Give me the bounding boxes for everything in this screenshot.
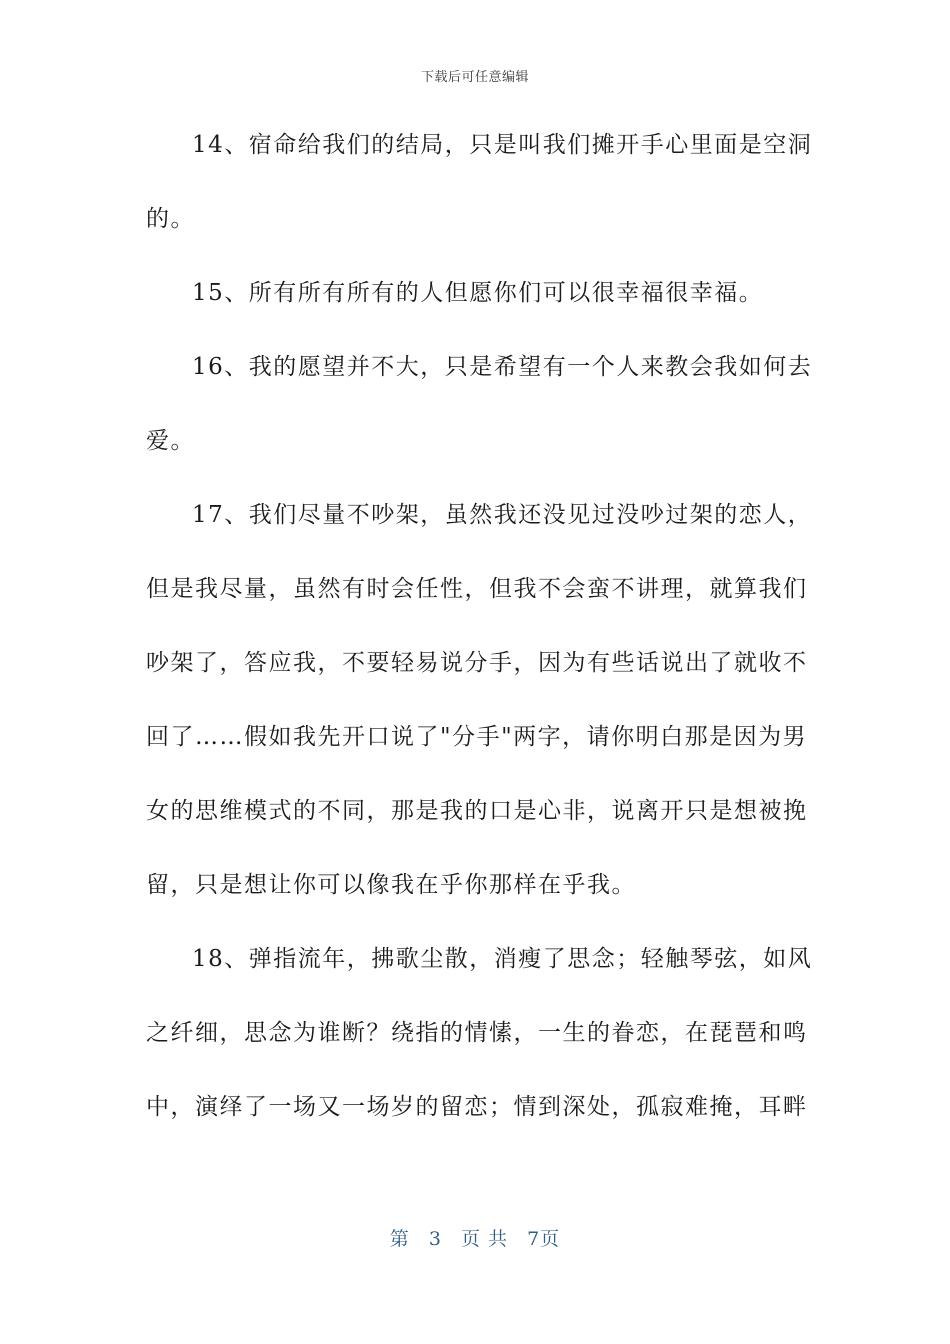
text-line: 回了……假如我先开口说了"分手"两字，请你明白那是因为男	[146, 724, 808, 750]
text-line: 吵架了，答应我，不要轻易说分手，因为有些话说出了就收不	[146, 650, 808, 676]
text-line: 留，只是想让你可以像我在乎你那样在乎我。	[146, 872, 636, 898]
text-line: 17、我们尽量不吵架，虽然我还没见过没吵过架的恋人，	[192, 502, 813, 528]
page-total: 7页	[527, 1228, 561, 1250]
page-number: 3	[428, 1228, 442, 1250]
text-line: 中，演绎了一场又一场岁的留恋；情到深处，孤寂难掩，耳畔	[146, 1094, 808, 1120]
text-line: 14、宿命给我们的结局，只是叫我们摊开手心里面是空洞	[192, 132, 813, 158]
footer-prefix: 第	[389, 1228, 410, 1250]
text-line: 女的思维模式的不同，那是我的口是心非，说离开只是想被挽	[146, 798, 808, 824]
footer-middle: 页 共	[461, 1228, 509, 1250]
document-body	[146, 118, 813, 1154]
text-line: 爱。	[146, 428, 195, 454]
page-header: 下载后可任意编辑	[420, 70, 529, 85]
page-footer	[0, 1224, 950, 1251]
text-line: 的。	[146, 206, 195, 232]
text-line: 18、弹指流年，拂歌尘散，消瘦了思念；轻触琴弦，如风	[192, 946, 813, 972]
text-line: 16、我的愿望并不大，只是希望有一个人来教会我如何去	[192, 354, 813, 380]
text-line: 之纤细，思念为谁断？绕指的情愫，一生的眷恋，在琵琶和鸣	[146, 1020, 808, 1046]
text-line: 但是我尽量，虽然有时会任性，但我不会蛮不讲理，就算我们	[146, 576, 808, 602]
text-line: 15、所有所有所有的人但愿你们可以很幸福很幸福。	[192, 280, 764, 306]
